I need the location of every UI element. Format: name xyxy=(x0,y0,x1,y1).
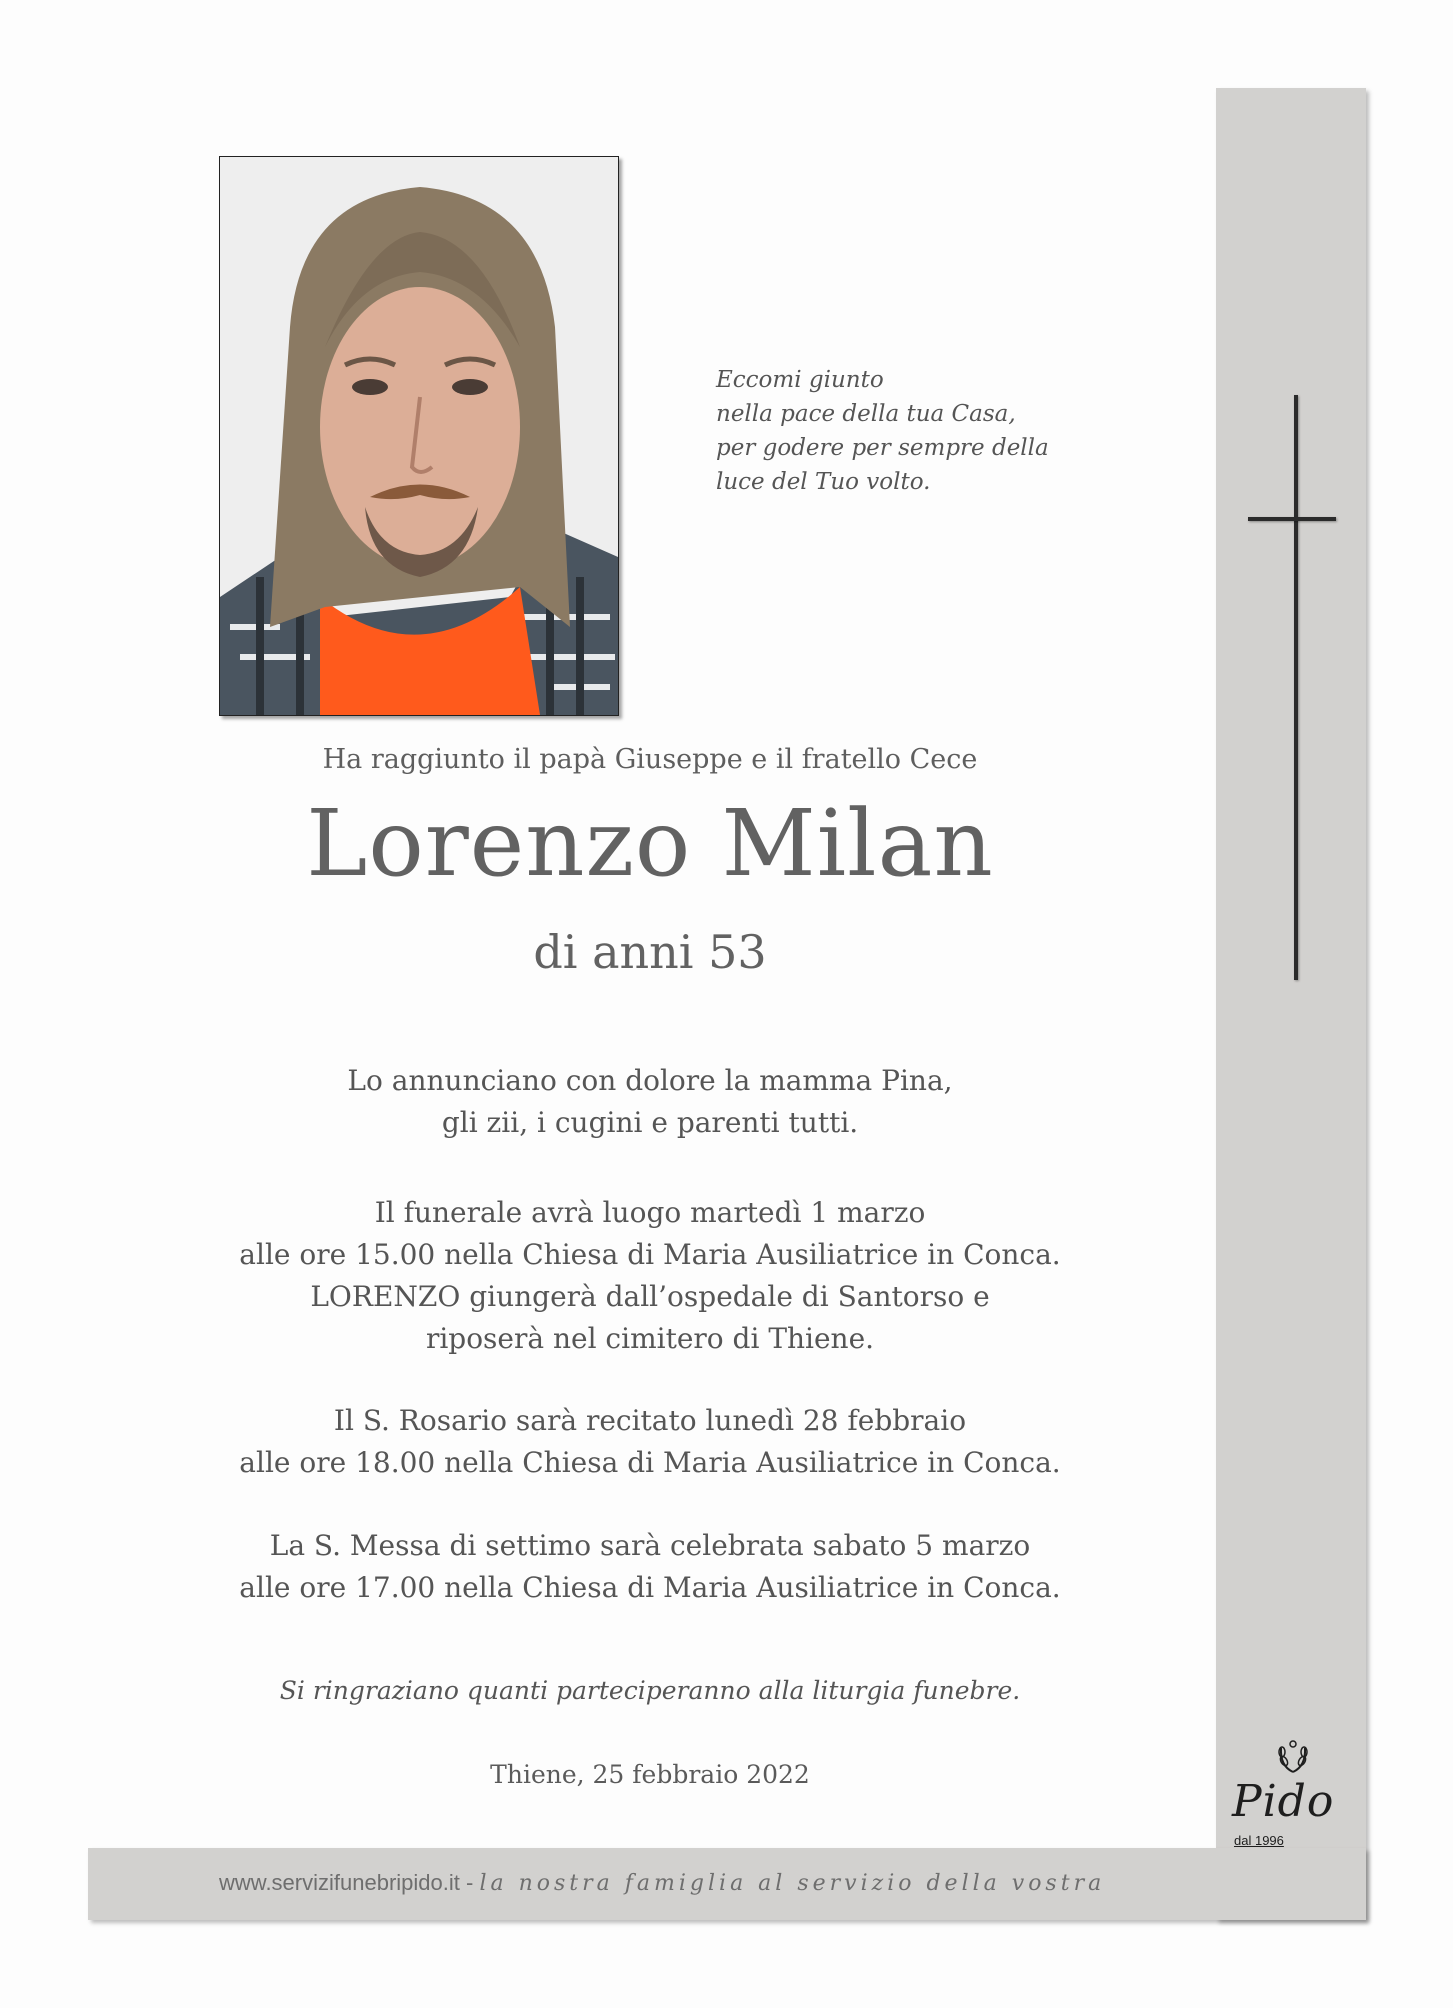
logo-since: dal 1996 xyxy=(1234,1833,1284,1848)
logo-name: Pido xyxy=(1232,1776,1335,1827)
thanks-note: Si ringraziano quanti parteciperanno alla liturgia funebre. xyxy=(279,1676,1021,1705)
side-band xyxy=(1216,88,1366,1920)
mass-info xyxy=(150,1525,1150,1609)
funeral-line: riposerà nel cimitero di Thiene. xyxy=(425,1322,875,1355)
mass-line: La S. Messa di settimo sarà celebrata sabato 5 marzo xyxy=(269,1529,1031,1562)
footer-slogan: la nostra famiglia al servizio della vostra xyxy=(479,1871,1106,1896)
announcement-line: gli zii, i cugini e parenti tutti. xyxy=(441,1106,859,1139)
verse xyxy=(716,363,1049,499)
funeral-line: Il funerale avrà luogo martedì 1 marzo xyxy=(374,1196,926,1229)
deceased-name: Lorenzo Milan xyxy=(306,790,994,897)
cross-horizontal-bar xyxy=(1248,517,1336,521)
announcement xyxy=(150,1060,1150,1144)
cross-vertical-bar xyxy=(1294,395,1298,980)
wreath-icon xyxy=(1276,1738,1310,1774)
funeral-line: alle ore 15.00 nella Chiesa di Maria Ausiliatrice in Conca. xyxy=(239,1238,1061,1271)
footer-text xyxy=(219,1870,1105,1896)
mass-line: alle ore 17.00 nella Chiesa di Maria Ausiliatrice in Conca. xyxy=(239,1571,1061,1604)
verse-line: Eccomi giunto xyxy=(716,367,884,393)
funeral-info xyxy=(150,1192,1150,1360)
verse-line: nella pace della tua Casa, xyxy=(716,401,1016,427)
place-date: Thiene, 25 febbraio 2022 xyxy=(490,1760,810,1789)
footer-separator: - xyxy=(459,1870,480,1895)
verse-line: per godere per sempre della xyxy=(716,435,1049,461)
rosary-line: Il S. Rosario sarà recitato lunedì 28 febbraio xyxy=(333,1404,967,1437)
subtitle: Ha raggiunto il papà Giuseppe e il fratello Cece xyxy=(322,744,978,775)
announcement-line: Lo annunciano con dolore la mamma Pina, xyxy=(347,1064,953,1097)
footer-website[interactable]: www.servizifunebripido.it xyxy=(219,1870,460,1895)
rosary-line: alle ore 18.00 nella Chiesa di Maria Ausiliatrice in Conca. xyxy=(239,1446,1061,1479)
rosary-info xyxy=(150,1400,1150,1484)
age: di anni 53 xyxy=(533,925,767,979)
funeral-line: LORENZO giungerà dall’ospedale di Santorso e xyxy=(310,1280,990,1313)
verse-line: luce del Tuo volto. xyxy=(716,469,931,495)
portrait-photo xyxy=(219,156,619,716)
